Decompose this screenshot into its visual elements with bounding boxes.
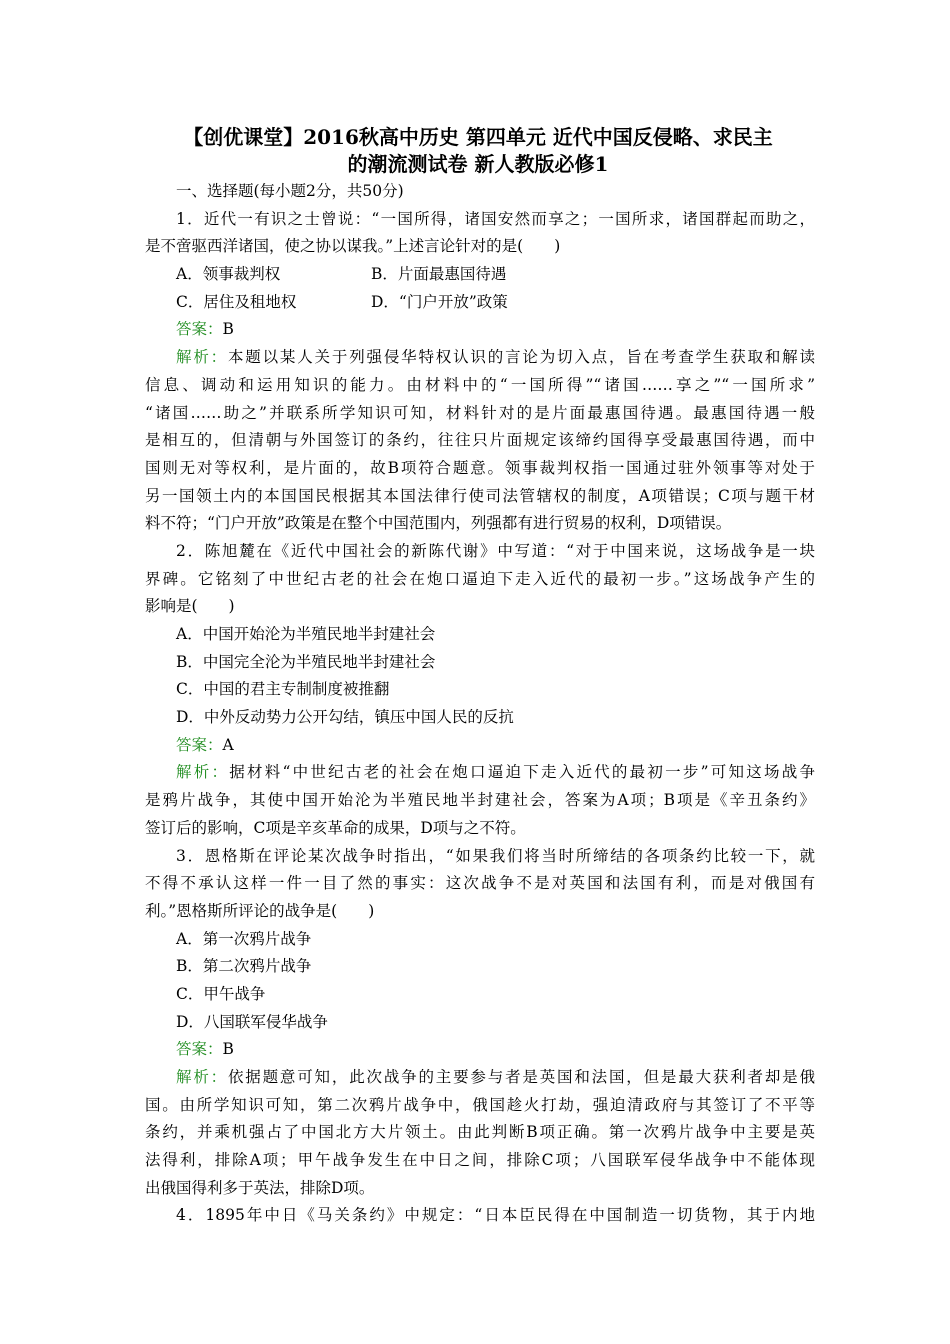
analysis-line: 另一国领土内的本国国民根据其本国法律行使司法管辖权的制度，A项错误；C项与题干材 (145, 486, 815, 505)
analysis-line: 法得利，排除A项；甲午战争发生在中日之间，排除C项；八国联军侵华战争中不能体现 (145, 1151, 815, 1170)
option-d: D．八国联军侵华战争 (176, 1012, 328, 1031)
question-stem-line: 利。”恩格斯所评论的战争是( ) (145, 901, 375, 920)
answer-label: 答案： (176, 1040, 223, 1059)
answer-line (145, 732, 815, 760)
analysis-label: 解析： (176, 348, 228, 367)
option-d: D．“门户开放”政策 (371, 292, 508, 311)
analysis-line: 解析：依据题意可知，此次战争的主要参与者是英国和法国，但是最大获利者却是俄 (176, 1068, 815, 1086)
analysis-line: 信息、调动和运用知识的能力。由材料中的“一国所得”“诸国……享之”“一国所求” (145, 375, 815, 394)
document-title (118, 124, 838, 178)
question-3 (145, 843, 815, 1203)
answer-label: 答案： (176, 320, 223, 339)
analysis-line: 解析：本题以某人关于列强侵华特权认识的言论为切入点，旨在考查学生获取和解读 (176, 348, 815, 367)
option-a: A．领事裁判权 (176, 265, 281, 284)
option-a: A．第一次鸦片战争 (176, 929, 312, 948)
question-2 (145, 538, 815, 843)
answer-label: 答案： (176, 735, 223, 754)
option-c: C．居住及租地权 (176, 292, 297, 311)
analysis-line: 解析：据材料“中世纪古老的社会在炮口逼迫下走入近代的最初一步”可知这场战争 (176, 763, 815, 782)
question-stem-line: 1．近代一有识之士曾说：“一国所得，诸国安然而享之；一国所求，诸国群起而助之， (176, 209, 815, 228)
answer-value: B (222, 1040, 234, 1059)
analysis-line: 出俄国得利多于英法，排除D项。 (145, 1178, 375, 1197)
analysis-line: 签订后的影响，C项是辛亥革命的成果，D项与之不符。 (145, 818, 526, 837)
option-c: C．甲午战争 (176, 984, 266, 1003)
answer-line (145, 1036, 815, 1064)
option-a: A．中国开始沦为半殖民地半封建社会 (176, 625, 436, 643)
answer-line (145, 316, 815, 344)
option-row (145, 289, 815, 317)
question-stem-line: 2．陈旭麓在《近代中国社会的新陈代谢》中写道：“对于中国来说，这场战争是一块 (176, 541, 815, 560)
question-stem-line: 界碑。它铭刻了中世纪古老的社会在炮口逼迫下走入近代的最初一步。”这场战争产生的 (145, 569, 815, 588)
option-b: B．中国完全沦为半殖民地半封建社会 (176, 652, 436, 671)
analysis-line: 条约，并乘机强占了中国北方大片领土。由此判断B项正确。第一次鸦片战争中主要是英 (145, 1123, 815, 1142)
analysis-line: 是相互的，但清朝与外国签订的条约，往往只片面规定该缔约国得享受最惠国待遇，而中 (145, 431, 815, 450)
option-b: B．片面最惠国待遇 (371, 265, 507, 284)
option-b: B．第二次鸦片战争 (176, 957, 312, 976)
section-heading: 一、选择题(每小题2分，共50分) (176, 182, 404, 200)
question-stem-line: 不得不承认这样一件一目了然的事实：这次战争不是对英国和法国有利，而是对俄国有 (145, 874, 815, 893)
question-stem-line: 影响是( ) (145, 597, 235, 616)
document-body (145, 178, 815, 1230)
question-stem-line: 4．1895年中日《马关条约》中规定：“日本臣民得在中国制造一切货物，其于内地 (176, 1206, 815, 1225)
title-line-1: 【创优课堂】2016秋高中历史 第四单元 近代中国反侵略、求民主 (183, 125, 773, 149)
title-line-2: 的潮流测试卷 新人教版必修1 (347, 152, 609, 176)
option-d: D．中外反动势力公开勾结，镇压中国人民的反抗 (176, 708, 514, 727)
option-row (145, 261, 815, 289)
question-4 (145, 1202, 815, 1230)
analysis-label: 解析： (176, 763, 230, 782)
option-c: C．中国的君主专制制度被推翻 (176, 680, 390, 699)
question-1 (145, 206, 815, 538)
analysis-line: 料不符；“门户开放”政策是在整个中国范围内，列强都有进行贸易的权利，D项错误。 (145, 514, 732, 533)
question-stem-line: 是不啻驱西洋诸国，使之协以谋我。”上述言论针对的是( ) (145, 237, 561, 256)
analysis-label: 解析： (176, 1068, 228, 1086)
answer-value: B (222, 320, 234, 339)
analysis-line: 国。由所学知识可知，第二次鸦片战争中，俄国趁火打劫，强迫清政府与其签订了不平等 (145, 1095, 815, 1114)
analysis-line: 国则无对等权利，是片面的，故B项符合题意。领事裁判权指一国通过驻外领事等对处于 (145, 458, 815, 477)
question-stem-line: 3．恩格斯在评论某次战争时指出，“如果我们将当时所缔结的各项条约比较一下，就 (176, 846, 815, 865)
analysis-line: 是鸦片战争，其使中国开始沦为半殖民地半封建社会，答案为A项；B项是《辛丑条约》 (145, 791, 815, 810)
answer-value: A (222, 735, 234, 754)
analysis-line: “诸国……助之”并联系所学知识可知，材料针对的是片面最惠国待遇。最惠国待遇一般 (145, 403, 815, 422)
